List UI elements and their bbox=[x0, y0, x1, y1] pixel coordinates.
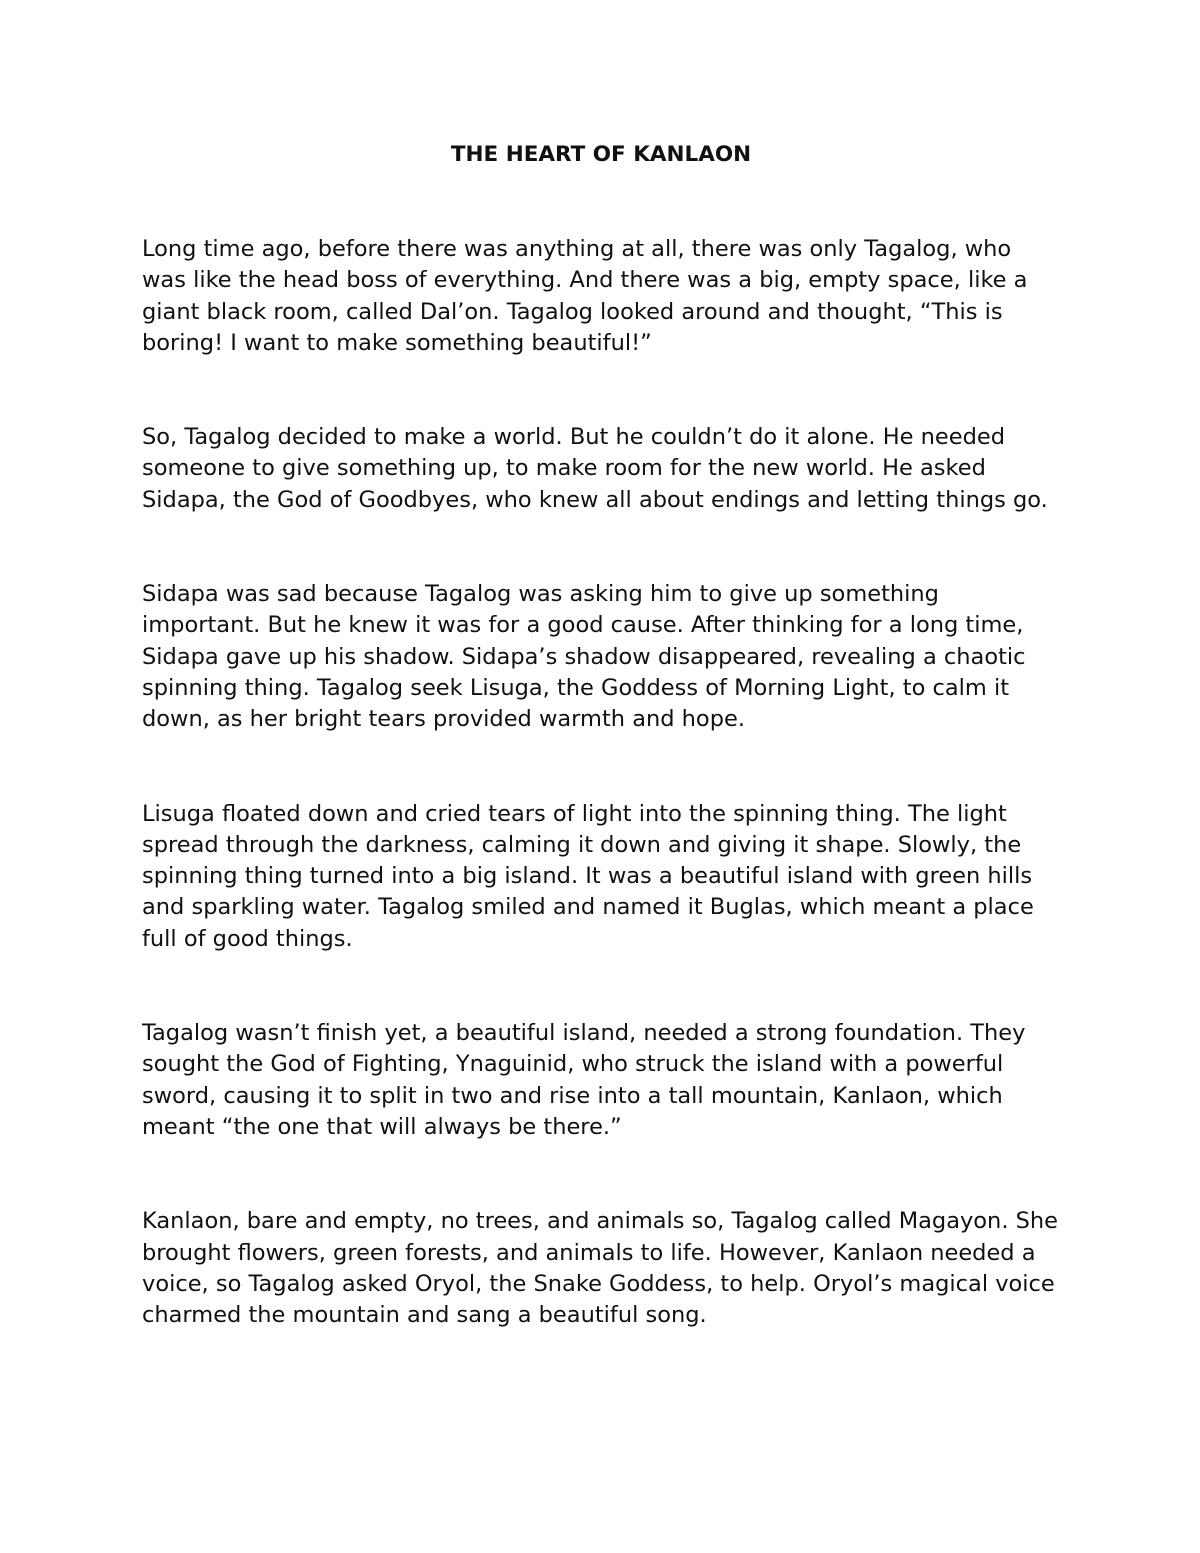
paragraph-2: So, Tagalog decided to make a world. But he couldn’t do it alone. He needed someone to give something up, to make room for the new world. He asked Sidapa, the God of Goodbyes, who knew all about endings and letting things go. bbox=[142, 424, 1048, 513]
paragraph-4: Lisuga floated down and cried tears of light into the spinning thing. The light spread through the darkness, calming it down and giving it shape. Slowly, the spinning thing turned into a big island. It was a beautiful island with green hills and sparkling water. Tagalog smiled and named it Buglas, which meant a place full of good things. bbox=[142, 800, 1034, 952]
paragraph-1: Long time ago, before there was anything at all, there was only Tagalog, who was like the head boss of everything. And there was a big, empty space, like a giant black room, called Dal’on. Tagalog looked around and thought, “This is boring! I want to make something beautiful!” bbox=[142, 236, 1028, 356]
paragraph-6: Kanlaon, bare and empty, no trees, and animals so, Tagalog called Magayon. She brought flowers, green forests, and animals to life. However, Kanlaon needed a voice, so Tagalog asked Oryol, the Snake Goddess, to help. Oryol’s magical voice charmed the mountain and sang a beautiful song. bbox=[142, 1208, 1059, 1329]
paragraph-5: Tagalog wasn’t finish yet, a beautiful island, needed a strong foundation. They sought the God of Fighting, Ynaguinid, who struck the island with a powerful sword, causing it to split in two and rise into a tall mountain, Kanlaon, which meant “the one that will always be there.” bbox=[142, 1020, 1026, 1140]
paragraph-3: Sidapa was sad because Tagalog was asking him to give up something important. But he knew it was for a good cause. After thinking for a long time, Sidapa gave up his shadow. Sidapa’s shadow disappeared, revealing a chaotic spinning thing. Tagalog seek Lisuga, the Goddess of Morning Light, to calm it down, as her bright tears provided warmth and hope. bbox=[142, 581, 1026, 733]
document-title: THE HEART OF KANLAON bbox=[450, 142, 752, 167]
